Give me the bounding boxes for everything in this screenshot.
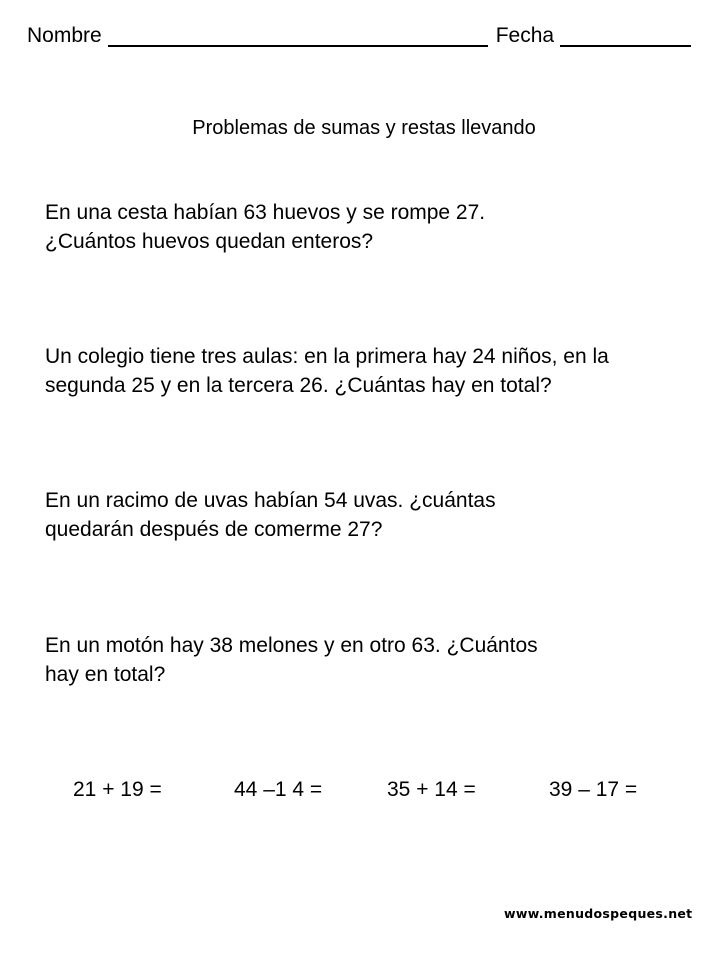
operation-2: 44 –1 4 = bbox=[234, 778, 323, 801]
operations-row bbox=[0, 775, 720, 805]
worksheet-title: Problemas de sumas y restas llevando bbox=[192, 117, 536, 139]
problem-line: quedarán después de comerme 27? bbox=[45, 518, 383, 541]
problem-4 bbox=[45, 631, 705, 689]
problem-2 bbox=[45, 342, 705, 400]
website-footer: www.menudospeques.net bbox=[504, 906, 693, 921]
problem-line: En una cesta habían 63 huevos y se rompe 27. bbox=[45, 201, 486, 224]
header-row bbox=[27, 19, 691, 49]
problem-line: En un motón hay 38 melones y en otro 63. ¿Cuántos bbox=[45, 634, 538, 657]
problem-line: hay en total? bbox=[45, 663, 166, 686]
date-write-line bbox=[560, 44, 691, 47]
problem-1 bbox=[45, 198, 705, 256]
problem-line: En un racimo de uvas habían 54 uvas. ¿cuántas bbox=[45, 489, 496, 512]
operation-4: 39 – 17 = bbox=[549, 778, 638, 801]
problem-line: segunda 25 y en la tercera 26. ¿Cuántas hay en total? bbox=[45, 374, 552, 397]
problem-3 bbox=[45, 486, 705, 544]
operation-1: 21 + 19 = bbox=[73, 778, 162, 801]
date-label: Fecha bbox=[495, 24, 555, 47]
name-write-line bbox=[108, 44, 488, 47]
name-label: Nombre bbox=[27, 24, 102, 47]
problem-line: ¿Cuántos huevos quedan enteros? bbox=[45, 230, 374, 253]
problem-line: Un colegio tiene tres aulas: en la primera hay 24 niños, en la bbox=[45, 345, 609, 368]
operation-3: 35 + 14 = bbox=[387, 778, 476, 801]
